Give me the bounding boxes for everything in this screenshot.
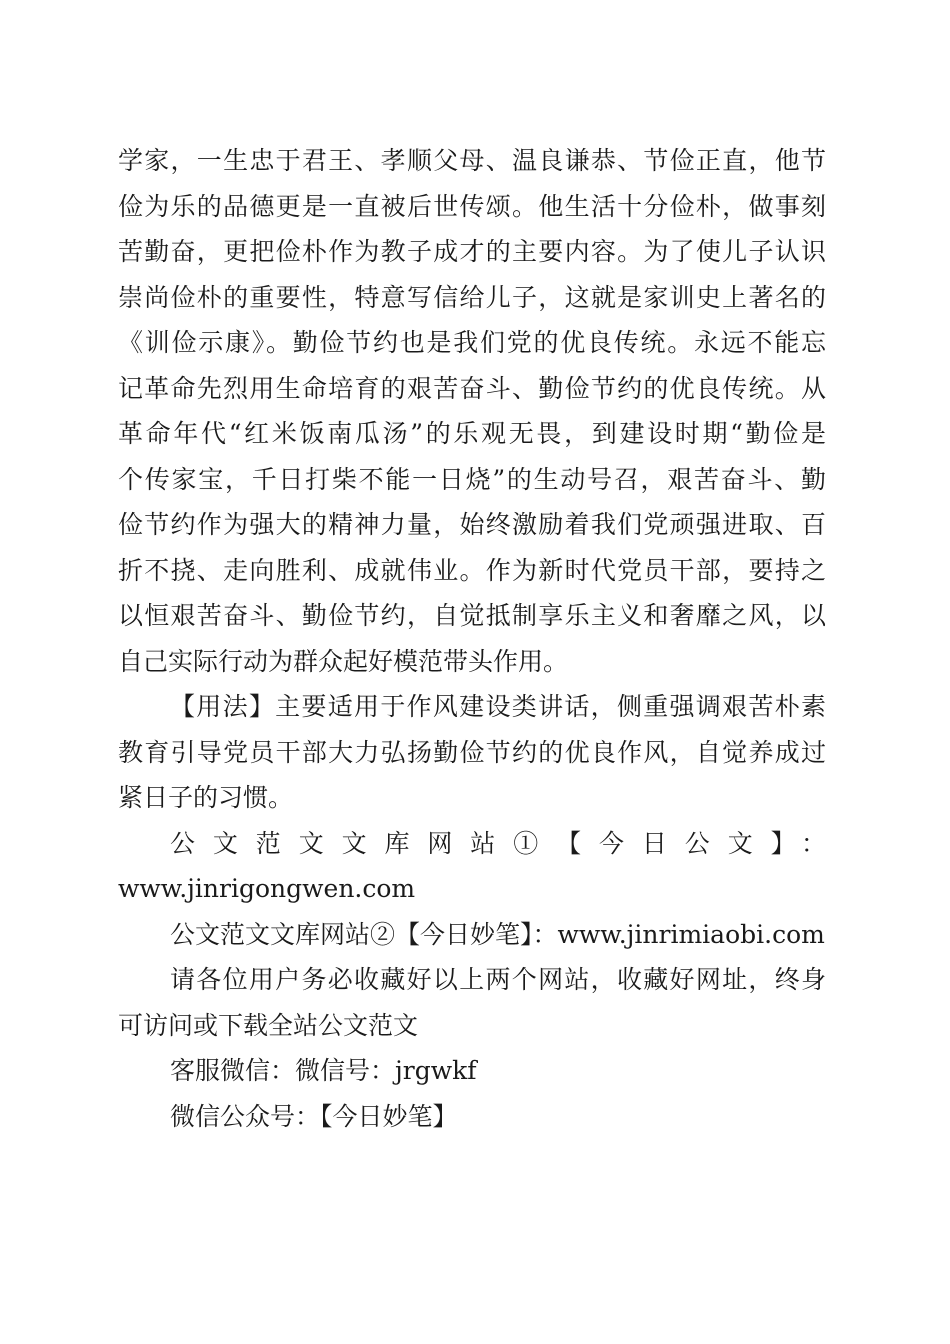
text-line: 请各位用户务必收藏好以上两个网站，收藏好网址，终身 (170, 965, 826, 994)
text-line: 俭节约作为强大的精神力量，始终激励着我们党顽强进取、百 (118, 510, 826, 539)
text-line: 教育引导党员干部大力弘扬勤俭节约的优良作风，自觉养成过 (118, 737, 826, 767)
paragraph-body (118, 138, 826, 684)
text-line: 个传家宝，千日打柴不能一日烧”的生动号召，艰苦奋斗、勤 (118, 464, 826, 494)
paragraph-official-account (118, 1094, 826, 1140)
website-link-2: 公文范文文库网站②【今日妙笔】：www.jinrimiaobi.com (170, 919, 825, 949)
text-line: 记革命先烈用生命培育的艰苦奋斗、勤俭节约的优良传统。从 (118, 373, 826, 403)
paragraph-website-1 (118, 821, 826, 912)
paragraph-website-2 (118, 912, 826, 958)
text-line: 公文范文文库网站①【今日公文】： (170, 828, 826, 858)
text-line: 紧日子的习惯。 (118, 783, 294, 812)
website-link-1: www.jinrigongwen.com (118, 874, 416, 903)
paragraph-customer-service (118, 1048, 826, 1094)
text-line: 苦勤奋，更把俭朴作为教子成才的主要内容。为了使儿子认识 (118, 237, 826, 266)
text-line: 俭为乐的品德更是一直被后世传颂。他生活十分俭朴，做事刻 (118, 191, 826, 221)
text-line: 革命年代“红米饭南瓜汤”的乐观无畏，到建设时期“勤俭是 (118, 419, 826, 448)
text-line: 折不挠、走向胜利、成就伟业。作为新时代党员干部，要持之 (118, 555, 826, 585)
paragraph-notice (118, 957, 826, 1048)
text-line: 可访问或下载全站公文范文 (118, 1010, 419, 1040)
text-line: 【用法】主要适用于作风建设类讲话，侧重强调艰苦朴素 (170, 692, 826, 721)
paragraph-usage (118, 684, 826, 821)
text-line: 微信公众号：【今日妙笔】 (170, 1101, 458, 1131)
text-line: 客服微信：微信号：jrgwkf (170, 1056, 477, 1085)
document-page (118, 138, 826, 1139)
text-line: 崇尚俭朴的重要性，特意写信给儿子，这就是家训史上著名的 (118, 282, 826, 312)
text-line: 以恒艰苦奋斗、勤俭节约，自觉抵制享乐主义和奢靡之风，以 (118, 601, 826, 630)
text-line: 《训俭示康》。勤俭节约也是我们党的优良传统。永远不能忘 (118, 328, 826, 357)
text-line: 学家，一生忠于君王、孝顺父母、温良谦恭、节俭正直，他节 (118, 146, 826, 175)
text-line: 自己实际行动为群众起好模范带头作用。 (118, 646, 569, 676)
